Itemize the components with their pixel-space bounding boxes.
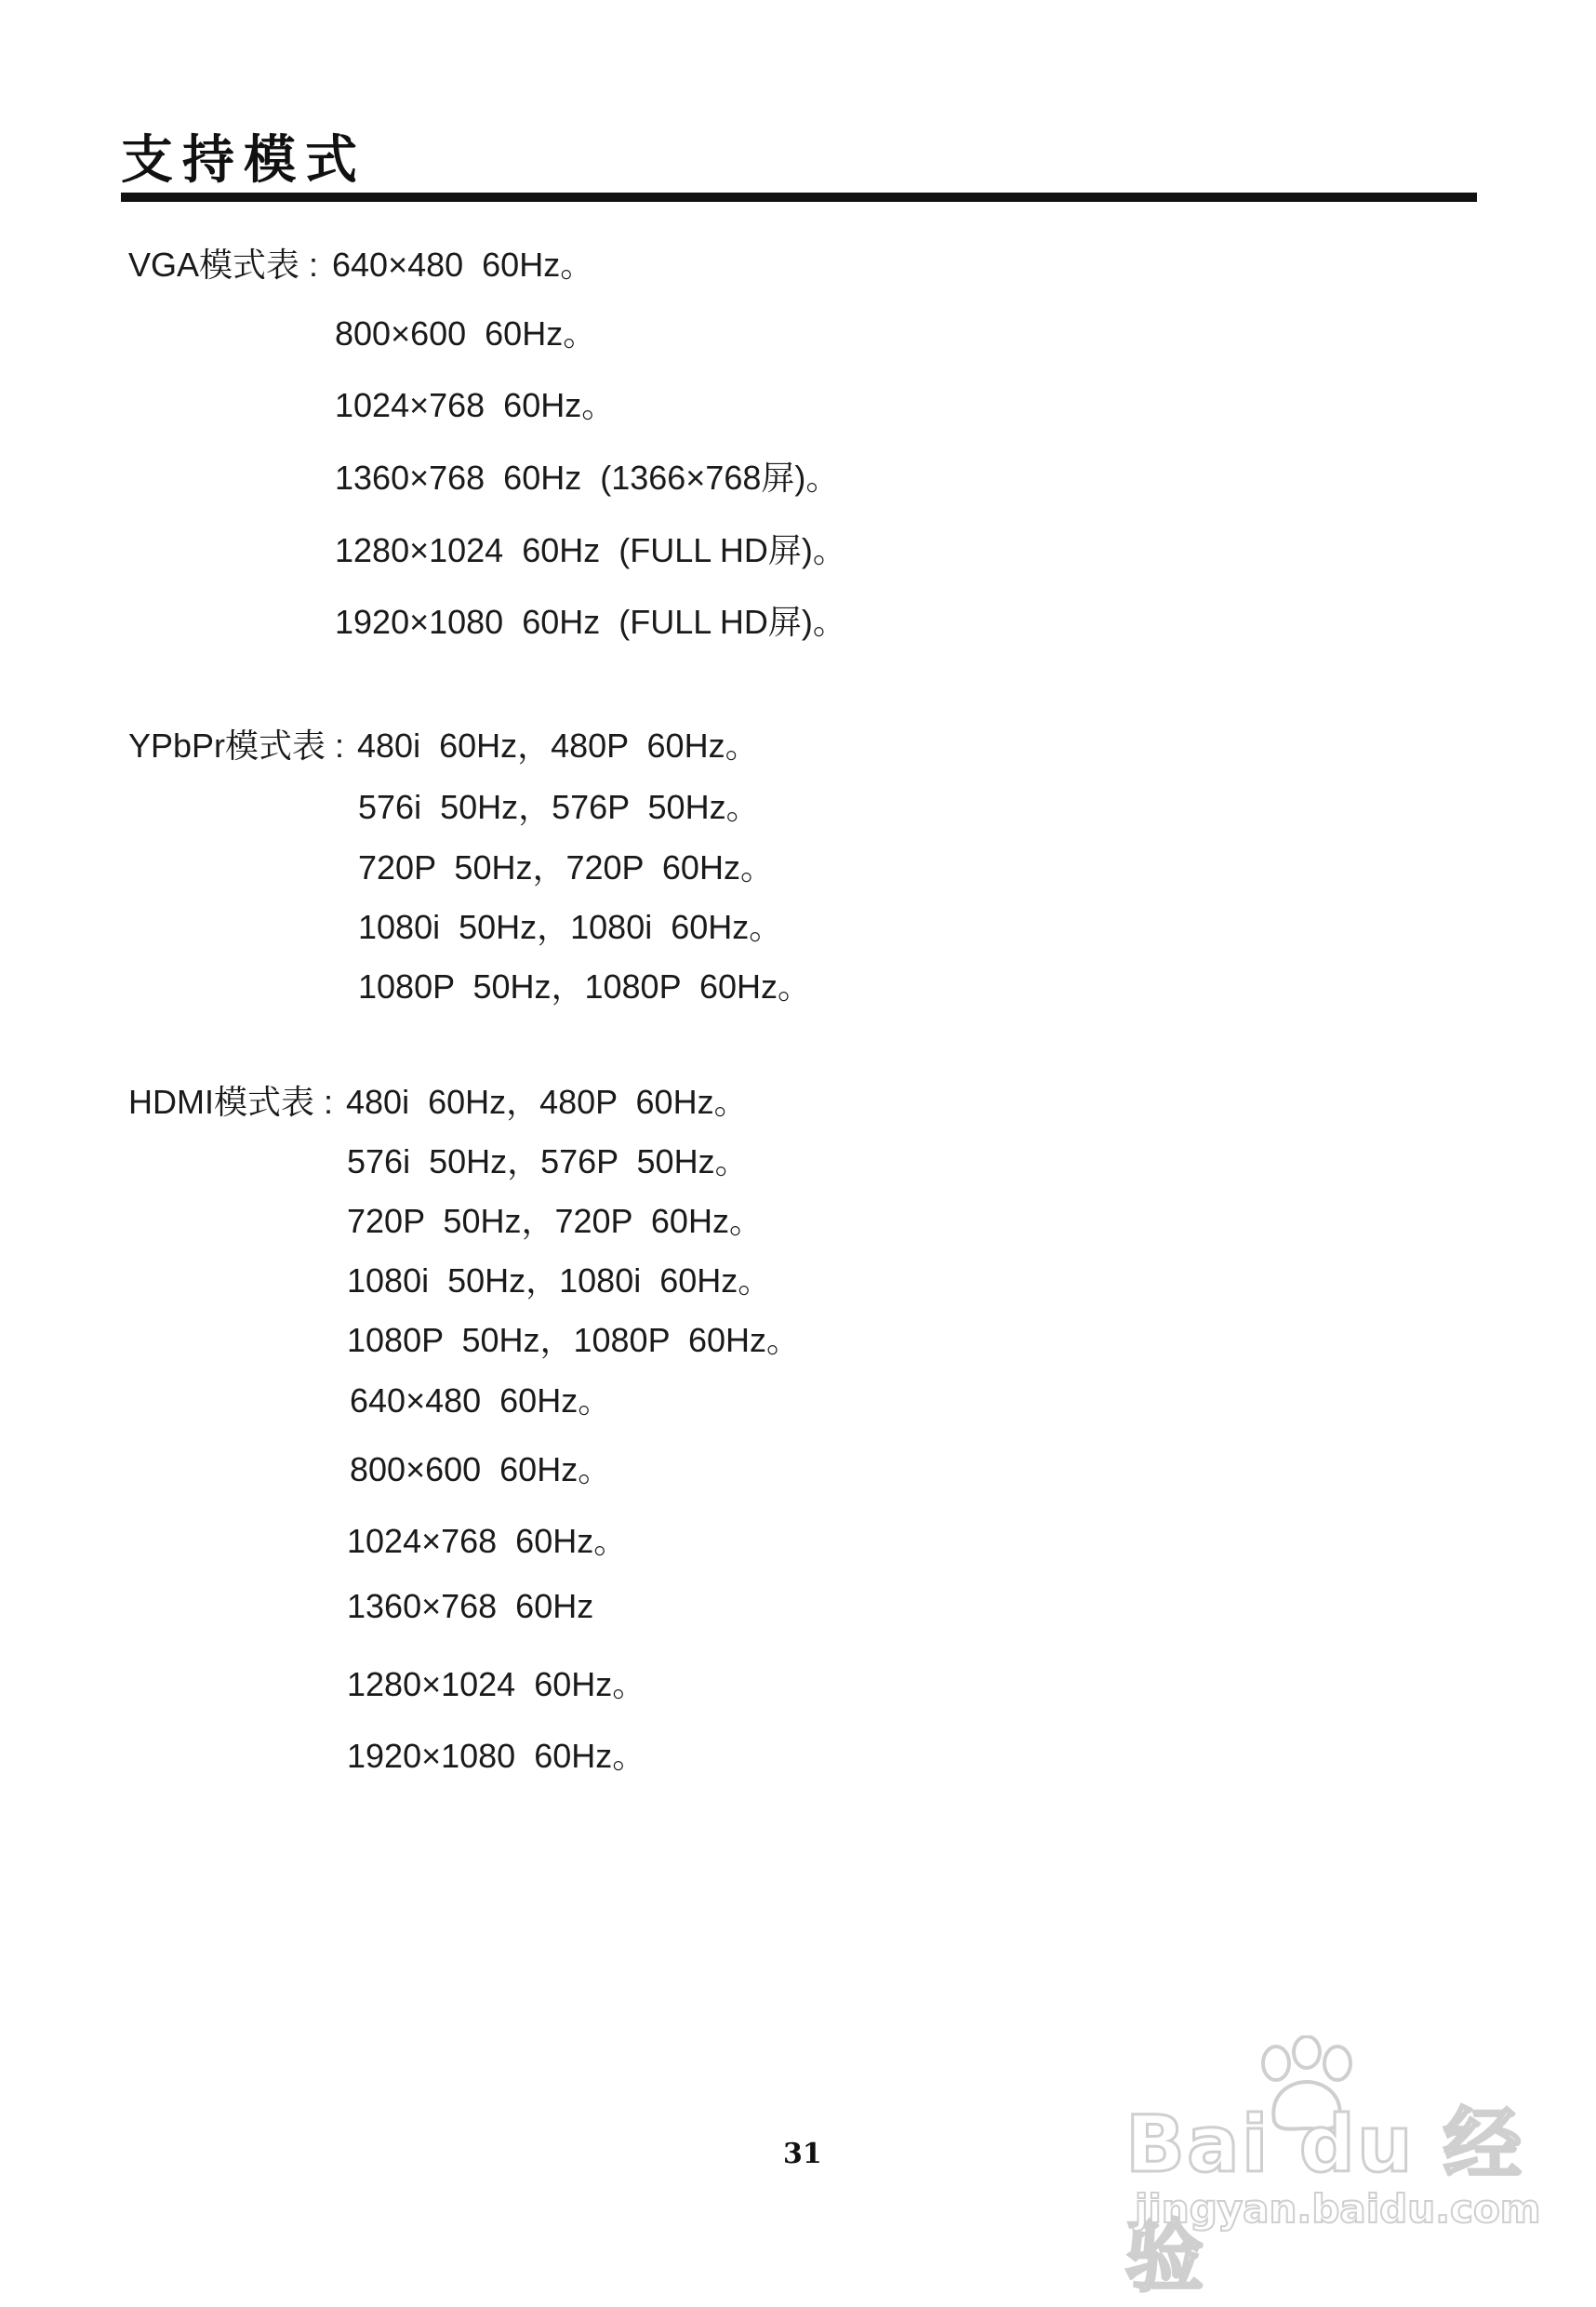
page-number: 31	[783, 2138, 822, 2170]
hdmi-mode-line: 800×600 60Hz。	[350, 1450, 612, 1488]
ypbpr-mode-line: 576i 50Hz，576P 50Hz。	[358, 788, 760, 826]
hdmi-mode-line: 1280×1024 60Hz。	[347, 1665, 646, 1703]
vga-mode-line: 640×480 60Hz。	[332, 246, 594, 284]
ypbpr-mode-line: 1080i 50Hz，1080i 60Hz。	[358, 908, 783, 946]
watermark-brand: Bai du 经验	[1125, 2099, 1523, 2302]
watermark-url: jingyan.baidu.com	[1135, 2186, 1541, 2232]
hdmi-mode-line: 1080P 50Hz，1080P 60Hz。	[347, 1321, 800, 1359]
ypbpr-mode-line: 480i 60Hz，480P 60Hz。	[357, 727, 759, 765]
hdmi-mode-line: 1360×768 60Hz	[347, 1587, 594, 1625]
ypbpr-label: YPbPr模式表 :	[128, 727, 345, 765]
hdmi-mode-line: 640×480 60Hz。	[350, 1381, 612, 1420]
hdmi-label: HDMI模式表 :	[128, 1083, 333, 1121]
vga-mode-line: 1920×1080 60Hz (FULL HD屏)。	[335, 603, 846, 641]
ypbpr-mode-line: 720P 50Hz，720P 60Hz。	[358, 848, 774, 887]
hdmi-mode-line: 1080i 50Hz，1080i 60Hz。	[347, 1261, 772, 1300]
page-title: 支持模式	[121, 129, 366, 191]
vga-mode-line: 1360×768 60Hz (1366×768屏)。	[335, 459, 840, 497]
hdmi-mode-line: 1024×768 60Hz。	[347, 1522, 628, 1560]
title-rule	[121, 193, 1477, 202]
hdmi-mode-line: 576i 50Hz，576P 50Hz。	[347, 1142, 749, 1180]
vga-mode-line: 800×600 60Hz。	[335, 314, 597, 353]
hdmi-mode-line: 480i 60Hz，480P 60Hz。	[346, 1083, 748, 1121]
hdmi-mode-line: 720P 50Hz，720P 60Hz。	[347, 1202, 763, 1240]
vga-mode-line: 1280×1024 60Hz (FULL HD屏)。	[335, 531, 846, 569]
watermark	[1116, 2026, 1541, 2302]
vga-label: VGA模式表 :	[128, 246, 319, 284]
vga-mode-line: 1024×768 60Hz。	[335, 386, 616, 424]
ypbpr-mode-line: 1080P 50Hz，1080P 60Hz。	[358, 967, 811, 1006]
hdmi-mode-line: 1920×1080 60Hz。	[347, 1737, 646, 1775]
